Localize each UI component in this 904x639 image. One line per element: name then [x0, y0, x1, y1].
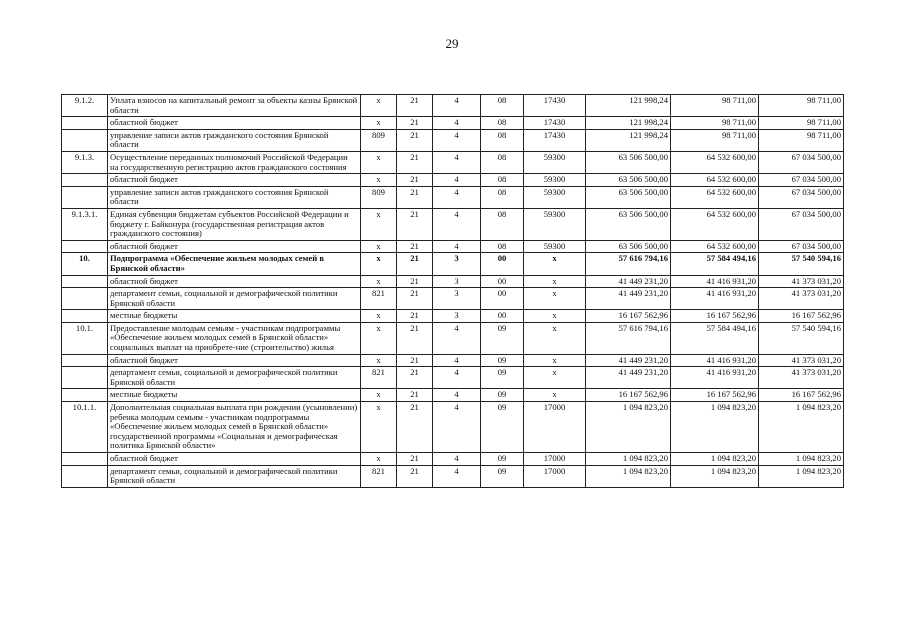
program-code: 09	[481, 367, 524, 389]
target-article-code: 59300	[524, 186, 586, 208]
table-row	[62, 322, 844, 354]
program-code: 09	[481, 402, 524, 453]
section-code: 21	[397, 117, 433, 130]
amount-year-1: 16 167 562,96	[586, 310, 671, 323]
row-name: областной бюджет	[108, 174, 361, 187]
subsection-code: 4	[433, 367, 481, 389]
row-number: 10.	[62, 253, 108, 275]
grbs-code: х	[361, 389, 397, 402]
amount-year-2: 41 416 931,20	[671, 275, 759, 288]
row-name: Дополнительная социальная выплата при рождении (усыновлении) ребенка молодым семьям - участникам подпрограммы «Обеспечение жильем молодых семей в Брянской области» государственной программы «Социальная и демографическая политика Брянской области»	[108, 402, 361, 453]
row-name: областной бюджет	[108, 275, 361, 288]
section-code: 21	[397, 367, 433, 389]
table-row	[62, 117, 844, 130]
row-name: областной бюджет	[108, 240, 361, 253]
amount-year-2: 41 416 931,20	[671, 288, 759, 310]
amount-year-1: 57 616 794,16	[586, 253, 671, 275]
row-name: управление записи актов гражданского состояния Брянской области	[108, 129, 361, 151]
amount-year-1: 121 998,24	[586, 129, 671, 151]
grbs-code: х	[361, 95, 397, 117]
table-row	[62, 453, 844, 466]
row-number	[62, 174, 108, 187]
table-row	[62, 465, 844, 487]
amount-year-3: 57 540 594,16	[759, 322, 844, 354]
amount-year-2: 41 416 931,20	[671, 367, 759, 389]
row-number: 10.1.	[62, 322, 108, 354]
row-number	[62, 389, 108, 402]
target-article-code: 17000	[524, 402, 586, 453]
subsection-code: 3	[433, 275, 481, 288]
grbs-code: х	[361, 354, 397, 367]
amount-year-3: 67 034 500,00	[759, 240, 844, 253]
target-article-code: х	[524, 354, 586, 367]
target-article-code: 59300	[524, 151, 586, 173]
table-row	[62, 354, 844, 367]
amount-year-1: 63 506 500,00	[586, 240, 671, 253]
amount-year-2: 1 094 823,20	[671, 402, 759, 453]
program-code: 09	[481, 354, 524, 367]
target-article-code: х	[524, 253, 586, 275]
amount-year-1: 41 449 231,20	[586, 288, 671, 310]
section-code: 21	[397, 95, 433, 117]
grbs-code: х	[361, 117, 397, 130]
program-code: 09	[481, 322, 524, 354]
target-article-code: х	[524, 389, 586, 402]
grbs-code: х	[361, 253, 397, 275]
table-row	[62, 208, 844, 240]
subsection-code: 4	[433, 354, 481, 367]
row-name: Подпрограмма «Обеспечение жильем молодых семей в Брянской области»	[108, 253, 361, 275]
program-code: 09	[481, 465, 524, 487]
amount-year-3: 1 094 823,20	[759, 453, 844, 466]
amount-year-3: 41 373 031,20	[759, 354, 844, 367]
amount-year-2: 64 532 600,00	[671, 186, 759, 208]
row-number	[62, 186, 108, 208]
table-row	[62, 95, 844, 117]
amount-year-2: 64 532 600,00	[671, 208, 759, 240]
target-article-code: 59300	[524, 240, 586, 253]
section-code: 21	[397, 322, 433, 354]
row-number	[62, 288, 108, 310]
amount-year-3: 41 373 031,20	[759, 275, 844, 288]
row-number	[62, 129, 108, 151]
program-code: 00	[481, 310, 524, 323]
section-code: 21	[397, 465, 433, 487]
amount-year-1: 63 506 500,00	[586, 151, 671, 173]
program-code: 09	[481, 453, 524, 466]
grbs-code: 821	[361, 288, 397, 310]
table-row	[62, 253, 844, 275]
subsection-code: 4	[433, 240, 481, 253]
section-code: 21	[397, 240, 433, 253]
program-code: 09	[481, 389, 524, 402]
row-name: департамент семьи, социальной и демографической политики Брянской области	[108, 288, 361, 310]
amount-year-1: 41 449 231,20	[586, 275, 671, 288]
grbs-code: х	[361, 151, 397, 173]
target-article-code: 17430	[524, 129, 586, 151]
subsection-code: 4	[433, 95, 481, 117]
table-row	[62, 129, 844, 151]
amount-year-1: 1 094 823,20	[586, 453, 671, 466]
subsection-code: 4	[433, 402, 481, 453]
subsection-code: 4	[433, 186, 481, 208]
amount-year-2: 41 416 931,20	[671, 354, 759, 367]
grbs-code: х	[361, 208, 397, 240]
row-number	[62, 465, 108, 487]
amount-year-2: 64 532 600,00	[671, 151, 759, 173]
subsection-code: 4	[433, 453, 481, 466]
grbs-code: 821	[361, 465, 397, 487]
amount-year-3: 16 167 562,96	[759, 389, 844, 402]
amount-year-2: 16 167 562,96	[671, 310, 759, 323]
program-code: 08	[481, 129, 524, 151]
row-number: 9.1.3.1.	[62, 208, 108, 240]
program-code: 08	[481, 151, 524, 173]
subsection-code: 4	[433, 208, 481, 240]
amount-year-2: 57 584 494,16	[671, 253, 759, 275]
row-name: департамент семьи, социальной и демографической политики Брянской области	[108, 367, 361, 389]
section-code: 21	[397, 354, 433, 367]
amount-year-1: 1 094 823,20	[586, 402, 671, 453]
target-article-code: 17000	[524, 453, 586, 466]
section-code: 21	[397, 253, 433, 275]
amount-year-1: 41 449 231,20	[586, 367, 671, 389]
amount-year-3: 98 711,00	[759, 95, 844, 117]
subsection-code: 4	[433, 322, 481, 354]
subsection-code: 3	[433, 310, 481, 323]
section-code: 21	[397, 129, 433, 151]
amount-year-1: 121 998,24	[586, 95, 671, 117]
row-number	[62, 240, 108, 253]
row-number	[62, 354, 108, 367]
table-row	[62, 240, 844, 253]
program-code: 08	[481, 208, 524, 240]
row-number	[62, 275, 108, 288]
table-row	[62, 151, 844, 173]
amount-year-1: 121 998,24	[586, 117, 671, 130]
table-row	[62, 367, 844, 389]
row-name: местные бюджеты	[108, 310, 361, 323]
amount-year-3: 1 094 823,20	[759, 465, 844, 487]
row-number: 9.1.3.	[62, 151, 108, 173]
section-code: 21	[397, 186, 433, 208]
amount-year-1: 63 506 500,00	[586, 174, 671, 187]
amount-year-3: 98 711,00	[759, 117, 844, 130]
section-code: 21	[397, 208, 433, 240]
grbs-code: х	[361, 174, 397, 187]
amount-year-2: 64 532 600,00	[671, 240, 759, 253]
amount-year-3: 67 034 500,00	[759, 151, 844, 173]
table-row	[62, 186, 844, 208]
amount-year-2: 98 711,00	[671, 117, 759, 130]
grbs-code: 809	[361, 129, 397, 151]
subsection-code: 4	[433, 151, 481, 173]
target-article-code: 17000	[524, 465, 586, 487]
amount-year-2: 98 711,00	[671, 95, 759, 117]
row-number: 10.1.1.	[62, 402, 108, 453]
row-name: Единая субвенция бюджетам субъектов Российской Федерации и бюджету г. Байконура (государственная регистрация актов гражданского состояния)	[108, 208, 361, 240]
grbs-code: х	[361, 322, 397, 354]
amount-year-2: 1 094 823,20	[671, 453, 759, 466]
subsection-code: 3	[433, 288, 481, 310]
amount-year-3: 57 540 594,16	[759, 253, 844, 275]
subsection-code: 4	[433, 174, 481, 187]
section-code: 21	[397, 402, 433, 453]
target-article-code: х	[524, 367, 586, 389]
section-code: 21	[397, 275, 433, 288]
row-name: Осуществление переданных полномочий Российской Федерации на государственную регистрацию актов гражданского состояния	[108, 151, 361, 173]
subsection-code: 4	[433, 465, 481, 487]
table-row	[62, 275, 844, 288]
target-article-code: 59300	[524, 174, 586, 187]
grbs-code: х	[361, 453, 397, 466]
program-code: 08	[481, 186, 524, 208]
section-code: 21	[397, 389, 433, 402]
program-code: 00	[481, 253, 524, 275]
program-code: 00	[481, 275, 524, 288]
program-code: 08	[481, 117, 524, 130]
amount-year-3: 67 034 500,00	[759, 174, 844, 187]
subsection-code: 4	[433, 389, 481, 402]
amount-year-3: 67 034 500,00	[759, 186, 844, 208]
amount-year-3: 67 034 500,00	[759, 208, 844, 240]
target-article-code: х	[524, 322, 586, 354]
row-name: департамент семьи, социальной и демографической политики Брянской области	[108, 465, 361, 487]
row-number	[62, 367, 108, 389]
amount-year-2: 98 711,00	[671, 129, 759, 151]
amount-year-2: 1 094 823,20	[671, 465, 759, 487]
amount-year-2: 16 167 562,96	[671, 389, 759, 402]
row-name: областной бюджет	[108, 453, 361, 466]
amount-year-3: 98 711,00	[759, 129, 844, 151]
grbs-code: х	[361, 275, 397, 288]
target-article-code: 59300	[524, 208, 586, 240]
target-article-code: 17430	[524, 95, 586, 117]
row-number	[62, 117, 108, 130]
program-code: 08	[481, 95, 524, 117]
row-name: областной бюджет	[108, 117, 361, 130]
row-name: областной бюджет	[108, 354, 361, 367]
row-name: управление записи актов гражданского состояния Брянской области	[108, 186, 361, 208]
budget-table	[61, 94, 844, 488]
row-name: Уплата взносов на капитальный ремонт за объекты казны Брянской области	[108, 95, 361, 117]
subsection-code: 3	[433, 253, 481, 275]
grbs-code: 821	[361, 367, 397, 389]
table-row	[62, 310, 844, 323]
amount-year-1: 63 506 500,00	[586, 208, 671, 240]
target-article-code: х	[524, 275, 586, 288]
section-code: 21	[397, 310, 433, 323]
row-number	[62, 310, 108, 323]
table-row	[62, 288, 844, 310]
row-name: Предоставление молодым семьям - участникам подпрограммы «Обеспечение жильем молодых семей в Брянской области» социальных выплат на приобрете-ние (строительство) жилья	[108, 322, 361, 354]
amount-year-1: 41 449 231,20	[586, 354, 671, 367]
grbs-code: х	[361, 402, 397, 453]
amount-year-3: 41 373 031,20	[759, 288, 844, 310]
subsection-code: 4	[433, 117, 481, 130]
grbs-code: х	[361, 310, 397, 323]
page-number: 29	[445, 36, 459, 51]
target-article-code: х	[524, 310, 586, 323]
amount-year-1: 16 167 562,96	[586, 389, 671, 402]
amount-year-3: 16 167 562,96	[759, 310, 844, 323]
program-code: 08	[481, 240, 524, 253]
target-article-code: х	[524, 288, 586, 310]
amount-year-2: 57 584 494,16	[671, 322, 759, 354]
amount-year-2: 64 532 600,00	[671, 174, 759, 187]
table-body	[62, 95, 844, 488]
program-code: 00	[481, 288, 524, 310]
amount-year-1: 1 094 823,20	[586, 465, 671, 487]
amount-year-3: 1 094 823,20	[759, 402, 844, 453]
grbs-code: 809	[361, 186, 397, 208]
amount-year-3: 41 373 031,20	[759, 367, 844, 389]
row-number: 9.1.2.	[62, 95, 108, 117]
table-row	[62, 389, 844, 402]
subsection-code: 4	[433, 129, 481, 151]
section-code: 21	[397, 288, 433, 310]
section-code: 21	[397, 174, 433, 187]
amount-year-1: 57 616 794,16	[586, 322, 671, 354]
section-code: 21	[397, 151, 433, 173]
row-name: местные бюджеты	[108, 389, 361, 402]
section-code: 21	[397, 453, 433, 466]
table-row	[62, 174, 844, 187]
row-number	[62, 453, 108, 466]
target-article-code: 17430	[524, 117, 586, 130]
amount-year-1: 63 506 500,00	[586, 186, 671, 208]
grbs-code: х	[361, 240, 397, 253]
table-row	[62, 402, 844, 453]
program-code: 08	[481, 174, 524, 187]
